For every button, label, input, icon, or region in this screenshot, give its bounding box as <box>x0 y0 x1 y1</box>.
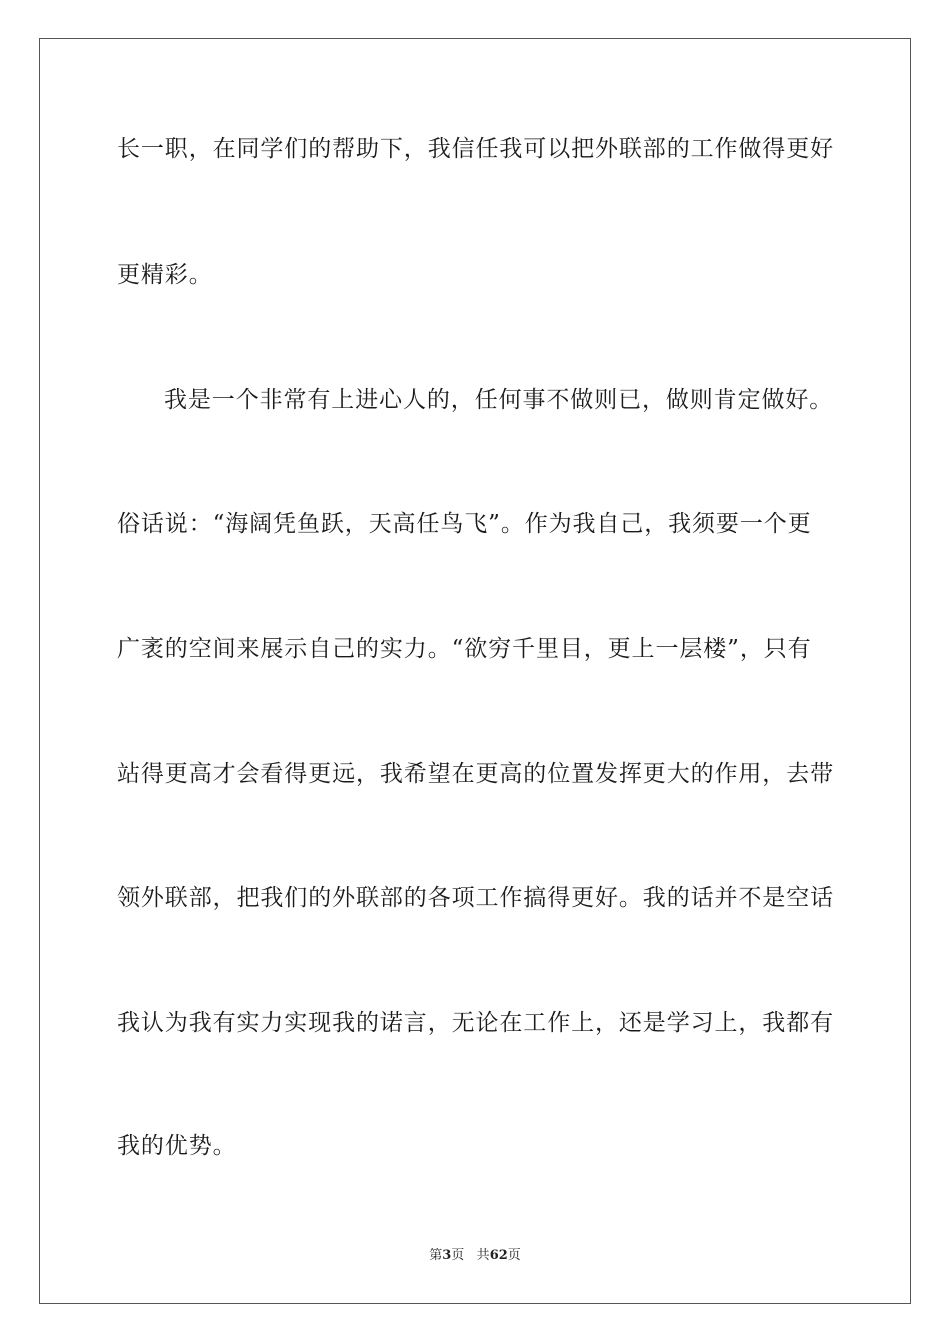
page-footer <box>0 1247 950 1265</box>
page-border <box>39 38 911 1304</box>
text-line-4: 俗话说：“海阔凭鱼跃，天高任鸟飞”。作为我自己，我须要一个更 <box>117 511 812 537</box>
footer-page-prefix: 第 <box>429 1248 443 1263</box>
text-line-6: 站得更高才会看得更远，我希望在更高的位置发挥更大的作用，去带 <box>117 761 834 787</box>
footer-total-prefix: 共 <box>476 1248 490 1263</box>
text-line-7: 领外联部，把我们的外联部的各项工作搞得更好。我的话并不是空话 <box>117 885 834 911</box>
text-line-2: 更精彩。 <box>117 262 213 288</box>
current-page-number: 3 <box>442 1248 452 1263</box>
text-line-5: 广袤的空间来展示自己的实力。“欲穷千里目，更上一层楼”，只有 <box>117 636 812 662</box>
text-line-8: 我认为我有实力实现我的诺言，无论在工作上，还是学习上，我都有 <box>117 1010 834 1036</box>
total-pages-number: 62 <box>489 1248 508 1263</box>
text-line-9: 我的优势。 <box>117 1133 237 1159</box>
text-line-3: 我是一个非常有上进心人的，任何事不做则已，做则肯定做好。 <box>164 387 834 413</box>
text-line-1: 长一职，在同学们的帮助下，我信任我可以把外联部的工作做得更好 <box>117 136 834 162</box>
footer-total-suffix: 页 <box>507 1248 521 1263</box>
footer-page-suffix: 页 <box>451 1248 465 1263</box>
